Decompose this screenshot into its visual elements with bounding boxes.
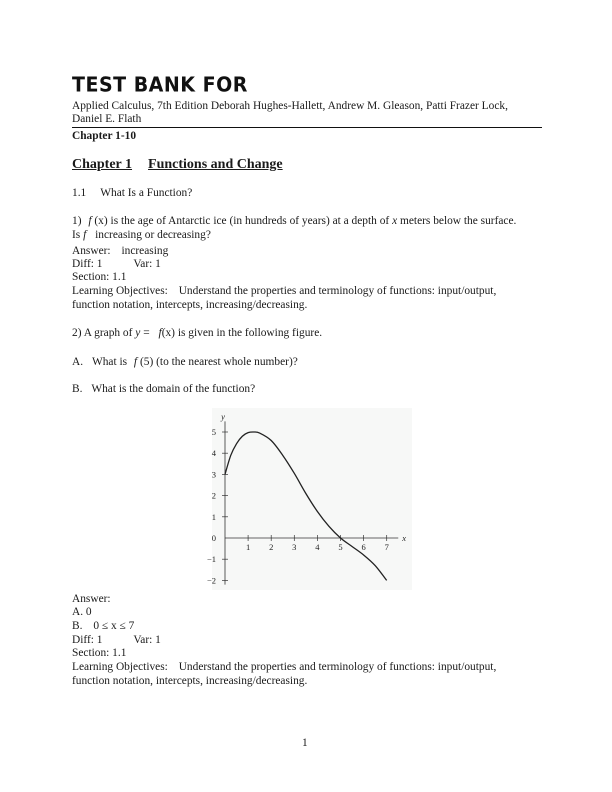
x-tick-label: 7 [384,542,389,552]
q2-equals: = [143,327,150,339]
q1-lo-label: Learning Objectives: [72,285,168,297]
y-tick-label: 2 [211,490,216,501]
q2-lo-text-1: Understand the properties and terminology of functions: input/output, [178,661,497,673]
y-tick-label: 1 [211,511,216,522]
y-tick-label: 0 [211,533,216,543]
q2-a-text-2: (to the nearest whole number)? [156,356,298,368]
x-tick-label: 3 [292,542,297,552]
q1-var: Var: 1 [133,258,161,270]
q2-intro-suffix: is given in the following figure. [177,327,323,339]
q2-learning-objectives-2: function notation, intercepts, increasing/decreasing. [72,675,308,687]
citation-line-1: Applied Calculus, 7th Edition Deborah Hughes-Hallett, Andrew M. Gleason, Patti Frazer Lock, [72,100,508,112]
q2-diff: Diff: 1 [72,634,103,646]
x-tick-label: 1 [245,542,251,552]
section-number: 1.1 [72,187,87,199]
q2-lo-label: Learning Objectives: [72,661,168,673]
q1-learning-objectives-1 [72,285,496,298]
q1-question: increasing or decreasing? [95,229,211,241]
q2-answer-label: Answer: [72,593,111,605]
q2-y: y [135,327,141,339]
q2-a-f: f [133,356,138,368]
q2-answer-a: A. 0 [72,606,92,618]
y-tick-label: 4 [211,448,216,459]
q1-text-2: meters below the surface. [399,215,517,227]
chapter-number: Chapter 1 [72,157,133,172]
q2-answer-b-label: B. [72,620,83,632]
q1-f: f [88,215,92,227]
x-tick-label: 6 [361,542,366,552]
q2-var: Var: 1 [133,634,161,646]
q1-diff: Diff: 1 [72,258,103,270]
chapter-title: Functions and Change [148,157,283,172]
y-axis-label: y [221,411,225,422]
q2-part-a [72,356,298,369]
citation-line-2: Daniel E. Flath [72,113,142,125]
q1-x: x [392,215,398,227]
q2-f: f [158,327,162,339]
q2-b-label: B. [72,383,83,395]
y-tick-label: −2 [206,575,216,586]
q2-answer-b-value: 0 ≤ x ≤ 7 [93,620,135,632]
q2-section: Section: 1.1 [72,647,127,659]
q1-answer [72,245,168,258]
header-rule [72,127,542,128]
chapters-label: Chapter 1-10 [72,130,137,142]
q2-fx-arg: (x) [161,327,175,339]
q2-intro [72,327,322,340]
x-axis-label: x [402,533,407,543]
y-tick-label: 3 [211,469,216,480]
q1-fx-arg: (x) [94,215,108,227]
graph-background [212,408,412,590]
q2-learning-objectives-1 [72,661,496,674]
chapter-heading [72,157,283,173]
q1-learning-objectives-2: function notation, intercepts, increasing/decreasing. [72,299,308,311]
y-tick-label: −1 [206,554,216,565]
q1-line-2 [72,229,211,242]
q1-answer-label: Answer: [72,245,111,257]
q1-f-2: f [83,229,87,241]
q1-section: Section: 1.1 [72,271,127,283]
y-tick-label: 5 [211,427,216,437]
q1-text-1: is the age of Antarctic ice (in hundreds of years) at a depth of [110,215,390,227]
function-graph [206,408,412,590]
x-tick-label: 4 [315,542,320,552]
q2-part-b [72,383,255,396]
q1-meta [72,258,161,271]
page-number: 1 [302,737,308,749]
q1-lo-text-1: Understand the properties and terminology of functions: input/output, [178,285,497,297]
test-bank-heading: TEST BANK FOR [72,73,248,97]
q1-is: Is [72,229,81,241]
q2-a-label: A. [72,356,84,368]
section-title: What Is a Function? [100,187,193,199]
q1-answer-value: increasing [121,245,169,257]
q2-a-text-1: What is [91,356,128,368]
q2-answer-b [72,620,134,633]
section-heading [72,187,192,200]
q1-number: 1) [72,215,82,227]
q1-line-1 [72,215,516,228]
q2-intro-prefix: 2) A graph of [72,327,133,339]
x-tick-label: 2 [269,542,274,552]
q2-b-text: What is the domain of the function? [91,383,256,395]
q2-meta [72,634,161,647]
q2-a-arg: (5) [139,356,154,368]
x-tick-label: 5 [338,542,343,552]
